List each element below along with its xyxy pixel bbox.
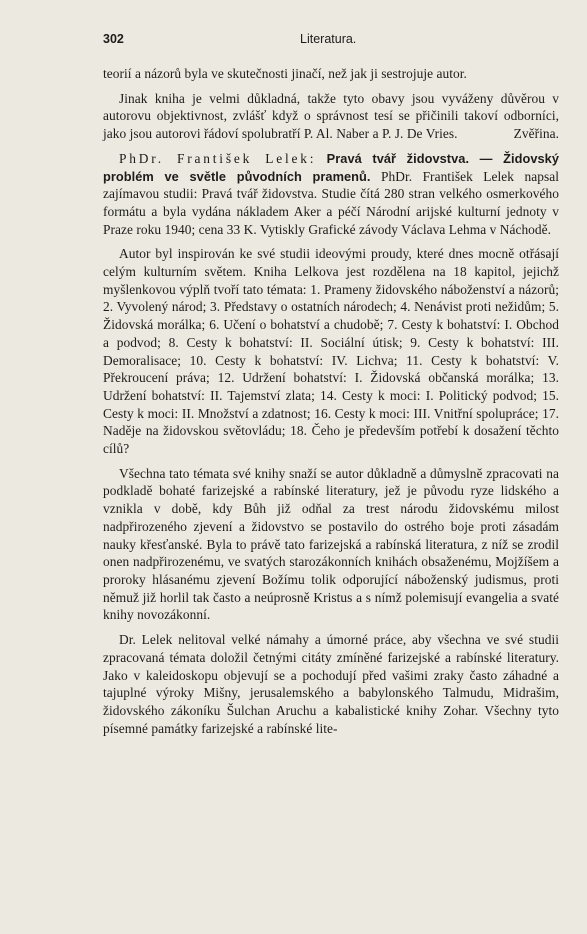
paragraph-3-text: PhDr. František Lelek napsal zajímavou studii: Pravá tvář židovstva. Studie čítá 280 stran velkého osmerkového formátu a byla vydána nákladem Aker a péčí Národní arijské kulturní jednoty v Praze roku 1940; cena 33 K. Vytiskly Grafické závody Václava Lehma v Náchodě. <box>103 168 559 237</box>
paragraph-2 <box>103 90 559 143</box>
paragraph-6: Dr. Lelek nelitoval velké námahy a úmorné práce, aby všechna ve své studii zpracovaná témata doložil četnými citáty zmíněné farizejské a rabínské literatury. Jako v kaleidoskopu objevují se a pochodují před vašimi zraky často záhadné a tajuplné výroky Mišny, jerusalemského a babylonského Talmudu, Midrašim, židovského zákoníku Šulchan Aruchu a kabalistické knihy Zohar. Všechny tyto písemné památky farizejské a rabínské lite- <box>103 632 559 736</box>
paragraph-4: Autor byl inspirován ke své studii ideovými proudy, které dnes mocně otřásají celým kulturním světem. Kniha Lelkova jest rozdělena na 18 kapitol, jejichž myšlenkovou výplň tvoří tato témata: 1. Prameny židovského náboženství a názorů; 2. Vyvolený národ; 3. Představy o ostatních národech; 4. Nenávist proti nežidům; 5. Židovská morálka; 6. Učení o bohatství a chudobě; 7. Cesty k bohatství: I. Obchod a podvod; 8. Cesty k bohatství: II. Sociální útisk; 9. Cesty k bohatství: III. Demoralisace; 10. Cesty k bohatství: IV. Lichva; 11. Cesty k bohatství: V. Překroucení práva; 12. Udržení bohatství: I. Židovská občanská morálka; 13. Udržení bohatství: II. Tajemství zlata; 14. Cesty k moci: I. Politický podvod; 15. Cesty k moci: II. Množství a zdatnost; 16. Cesty k moci: III. Vnitřní spolupráce; 17. Naděje na židovskou světovládu; 18. Čeho je především potřebí k dosažení těchto cílů? <box>103 246 559 457</box>
paragraph-5: Všechna tato témata své knihy snaží se autor důkladně a důmyslně zpracovati na podkladě bohaté farizejské a rabínské literatury, jež je původu ryze lidského a vznikla v době, kdy Bůh již odňal za trest národu židovskému milost nadpřirozeného zjevení a židovstvo se postavilo do ostrého boje proti zásadám nauky křesťanské. Byla to právě tato farizejská a rabínská literatura, z níž se zrodil onen nadpřirozenému, ve svatých starozákonních knihách obsaženému, Mojžíšem a proroky hlásanému zjevení Božímu tolik odporující náboženský judismus, proti němuž již horlil tak často a neúprosně Kristus a s nímž polemisují evangelia a svaté knihy novozákonní. <box>103 465 559 623</box>
running-title: Literatura. <box>300 32 357 46</box>
page-header <box>103 32 559 54</box>
paragraph-2-text: Jinak kniha je velmi důkladná, takže tyto obavy jsou vyváženy důvěrou v autorovu objektivnost, zvlášť když o správnost tesí se přičinili takoví odborníci, jako jsou autorovi řádoví spolubratří P. Al. Naber a P. J. De Vries. <box>103 90 559 142</box>
page-number: 302 <box>103 32 124 46</box>
body-text <box>103 65 559 737</box>
paragraph-1: teorií a názorů byla ve skutečnosti jinačí, než jak ji sestrojuje autor. <box>103 66 467 81</box>
paragraph-3 <box>103 150 559 239</box>
reviewer-signature: Zvěřina. <box>513 126 559 142</box>
review-book-title: Pravá tvář židovstva. — Židovský problém ve světle původních pramenů. <box>103 150 559 184</box>
review-author: PhDr. František Lelek: <box>119 150 317 166</box>
